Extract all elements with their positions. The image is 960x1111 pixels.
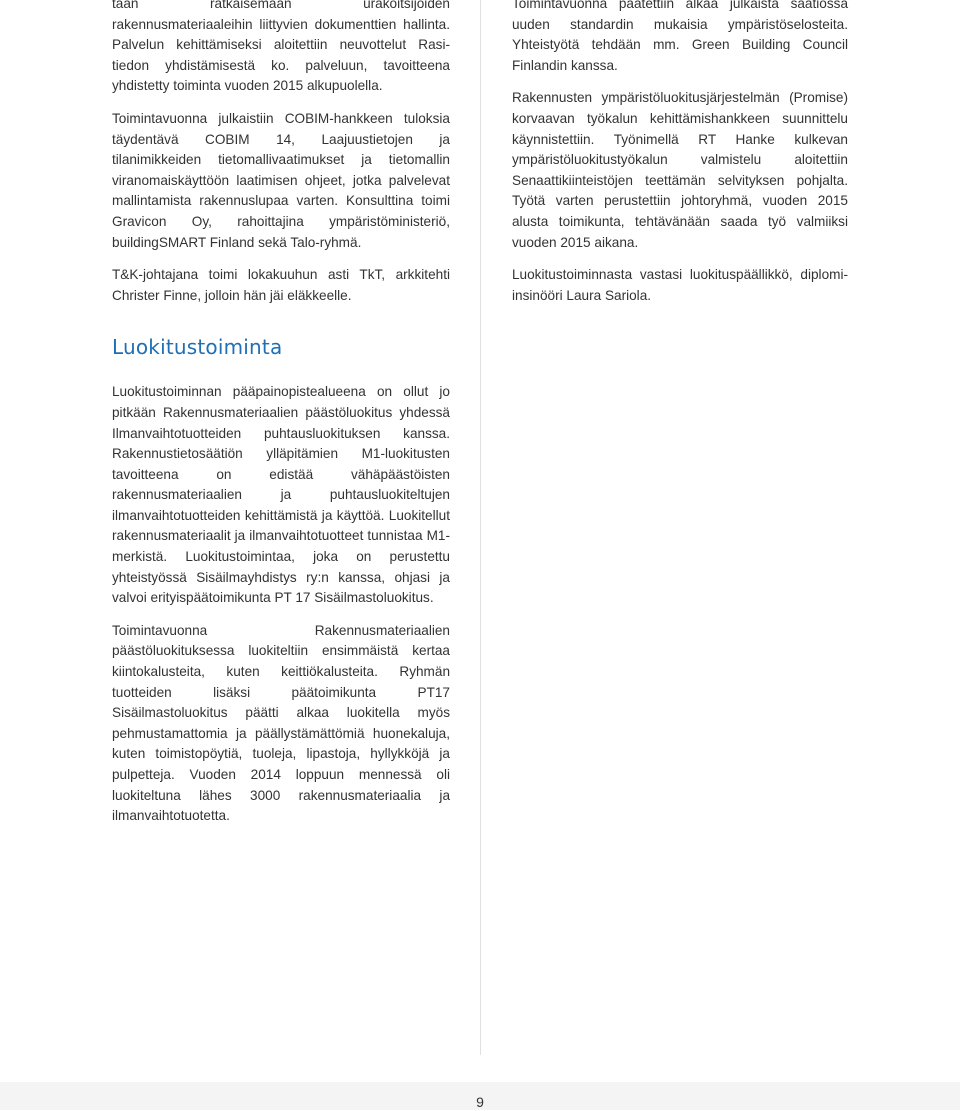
paragraph-promise-tool: Rakennusten ympäristöluokitusjärjestelmän (Promise) korvaavan työkalun kehittämishankkeen suunnittelu käynnistettiin. Työnimellä RT Hanke kulkevan ympäristöluokitustyökalun valmistelu aloitettiin Senaattikiinteistöjen teettämän selvityksen pohjalta. Työtä varten perustettiin johtoryhmä, vuoden 2015 alusta toimikunta, tehtävänään saada työ valmiiksi vuoden 2015 aikana. bbox=[512, 90, 848, 250]
paragraph-classification-manager: Luokitustoiminnasta vastasi luokituspäällikkö, diplomi-insinööri Laura Sariola. bbox=[512, 267, 848, 303]
paragraph-environmental-declarations: Toimintavuonna päätettiin alkaa julkaista säätiössä uuden standardin mukaisia ympäristöselosteita. Yhteistyötä tehdään mm. Green Building Council Finlandin kanssa. bbox=[512, 0, 848, 73]
page-number: 9 bbox=[476, 1094, 484, 1110]
paragraph-emission-classification: Toimintavuonna Rakennusmateriaalien päästöluokituksessa luokiteltiin ensimmäistä kertaa kiintokalusteita, kuten keittiökalusteita. Ryhmän tuotteiden lisäksi päätoimikunta PT17 Sisäilmastoluokitus päätti alkaa luokitella myös pehmustamattomia ja päällystämättömiä huonekaluja, kuten toimistopöytiä, tuoleja, lipastoja, hyllykköjä ja pulpetteja. Vuoden 2014 loppuun mennessä oli luokiteltuna lähes 3000 rakennusmateriaalia ja ilmanvaihtotuotetta. bbox=[112, 622, 450, 824]
left-column bbox=[112, 0, 450, 839]
paragraph-cobim: Toimintavuonna julkaistiin COBIM-hankkeen tuloksia täydentävä COBIM 14, Laajuustietojen ja tilanimikkeiden tietomallivaatimukset ja tietomallin viranomaiskäyttöön laatimisen ohjeet, jotka palvelevat mallintamista rakennuslupaa varten. Konsulttina toimi Gravicon Oy, rahoittajina ympäristöministeriö, buildingSMART Finland sekä Talo-ryhmä. bbox=[112, 110, 450, 250]
paragraph-document-management: tään ratkaisemaan urakoitsijoiden rakennusmateriaaleihin liittyvien dokumenttien hallinta. Palvelun kehittämiseksi aloitettiin neuvottelut Rasi-tiedon yhdistämisestä ko. palveluun, tavoitteena yhdistetty toiminta vuoden 2015 alkupuolella. bbox=[112, 0, 450, 94]
column-divider bbox=[480, 0, 481, 1055]
paragraph-rd-director: T&K-johtajana toimi lokakuuhun asti TkT, arkkitehti Christer Finne, jolloin hän jäi eläkkeelle. bbox=[112, 267, 450, 303]
right-column bbox=[512, 0, 848, 318]
section-heading-luokitustoiminta: Luokitustoiminta bbox=[112, 335, 283, 360]
paragraph-classification-focus: Luokitustoiminnan pääpainopistealueena on ollut jo pitkään Rakennusmateriaalien päästöluokitus yhdessä Ilmanvaihtotuotteiden puhtausluokituksen kanssa. Rakennustietosäätiön ylläpitämien M1-luokitusten tavoitteena on edistää vähäpäästöisten rakennusmateriaalien ja puhtausluokiteltujen ilmanvaihtotuotteiden kehittämistä ja käyttöä. Luokitellut rakennusmateriaalit ja ilmanvaihtotuotteet tunnistaa M1-merkistä. Luokitustoimintaa, joka on perustettu yhteistyössä Sisäilmayhdistys ry:n kanssa, ohjasi ja valvoi erityispäätoimikunta PT 17 Sisäilmastoluokitus. bbox=[112, 384, 450, 606]
